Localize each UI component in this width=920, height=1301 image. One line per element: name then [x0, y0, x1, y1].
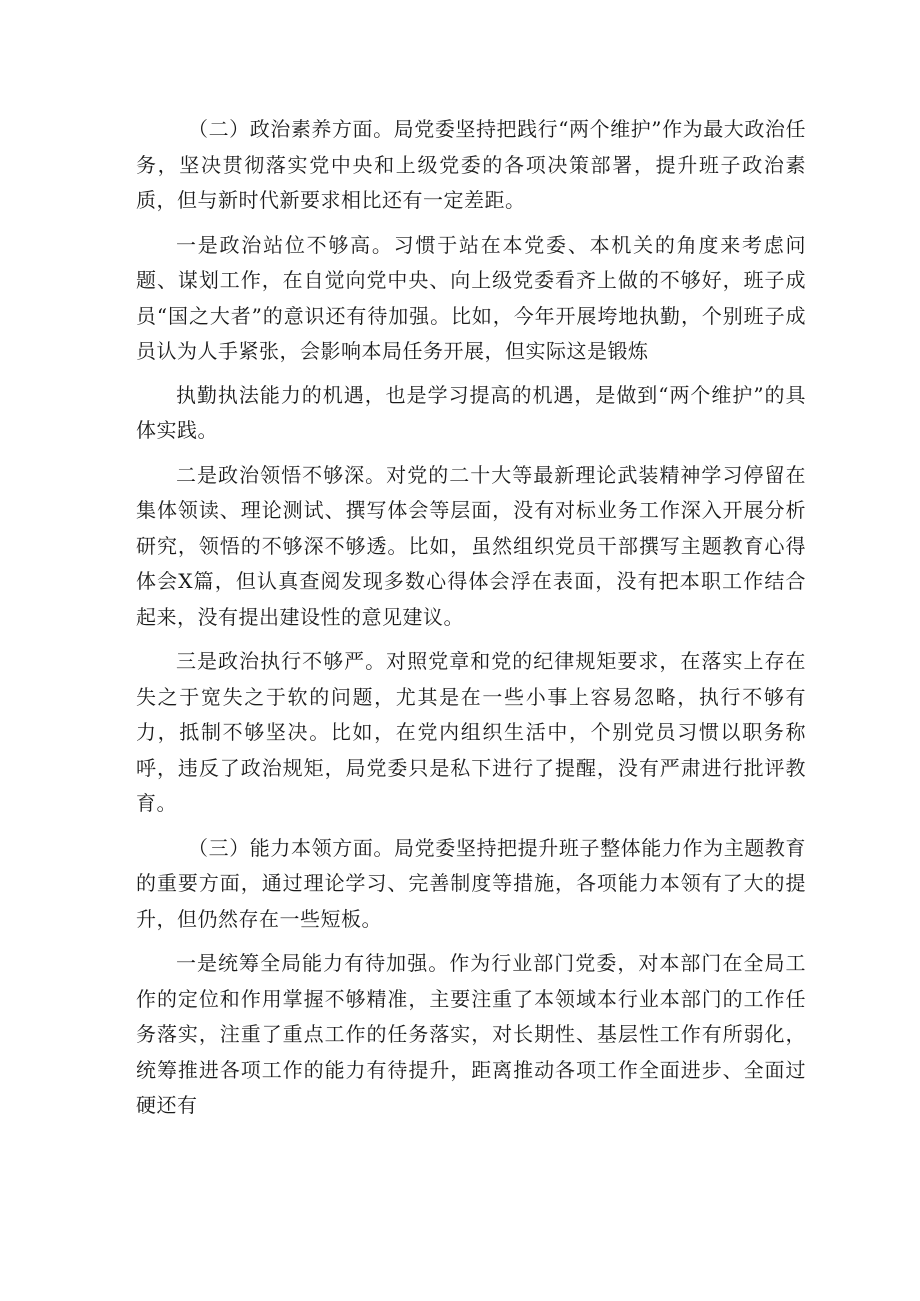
body-paragraph: 一是统筹全局能力有待加强。作为行业部门党委，对本部门在全局工作的定位和作用掌握不够精准，主要注重了本领域本行业本部门的工作任务落实，注重了重点工作的任务落实，对长期性、基层性工作有所弱化，统筹推进各项工作的能力有待提升，距离推动各项工作全面进步、全面过硬还有	[136, 951, 806, 1117]
body-paragraph: 三是政治执行不够严。对照党章和党的纪律规矩要求，在落实上存在失之于宽失之于软的问题，尤其是在一些小事上容易忽略，执行不够有力，抵制不够坚决。比如，在党内组织生活中，个别党员习惯以职务称呼，违反了政治规矩，局党委只是私下进行了提醒，没有严肃进行批评教育。	[136, 649, 806, 815]
body-paragraph: 一是政治站位不够高。习惯于站在本党委、本机关的角度来考虑问题、谋划工作，在自觉向党中央、向上级党委看齐上做的不够好，班子成员“国之大者”的意识还有待加强。比如，今年开展垮地执勤，个别班子成员认为人手紧张，会影响本局任务开展，但实际这是锻炼	[136, 232, 806, 363]
document-body	[136, 112, 806, 1124]
body-paragraph: 二是政治领悟不够深。对党的二十大等最新理论武装精神学习停留在集体领读、理论测试、撰写体会等层面，没有对标业务工作深入开展分析研究，领悟的不够深不够透。比如，虽然组织党员干部撰写主题教育心得体会X篇，但认真查阅发现多数心得体会浮在表面，没有把本职工作结合起来，没有提出建设性的意见建议。	[136, 462, 806, 629]
section-heading-paragraph-ability: （三）能力本领方面。局党委坚持把提升班子整体能力作为主题教育的重要方面，通过理论学习、完善制度等措施，各项能力本领有了大的提升，但仍然存在一些短板。	[136, 835, 806, 931]
body-paragraph-continuation: 执勤执法能力的机遇，也是学习提高的机遇，是做到“两个维护”的具体实践。	[136, 382, 806, 442]
section-heading-paragraph-political: （二）政治素养方面。局党委坚持把践行“两个维护”作为最大政治任务，坚决贯彻落实党中央和上级党委的各项决策部署，提升班子政治素质，但与新时代新要求相比还有一定差距。	[136, 117, 806, 212]
